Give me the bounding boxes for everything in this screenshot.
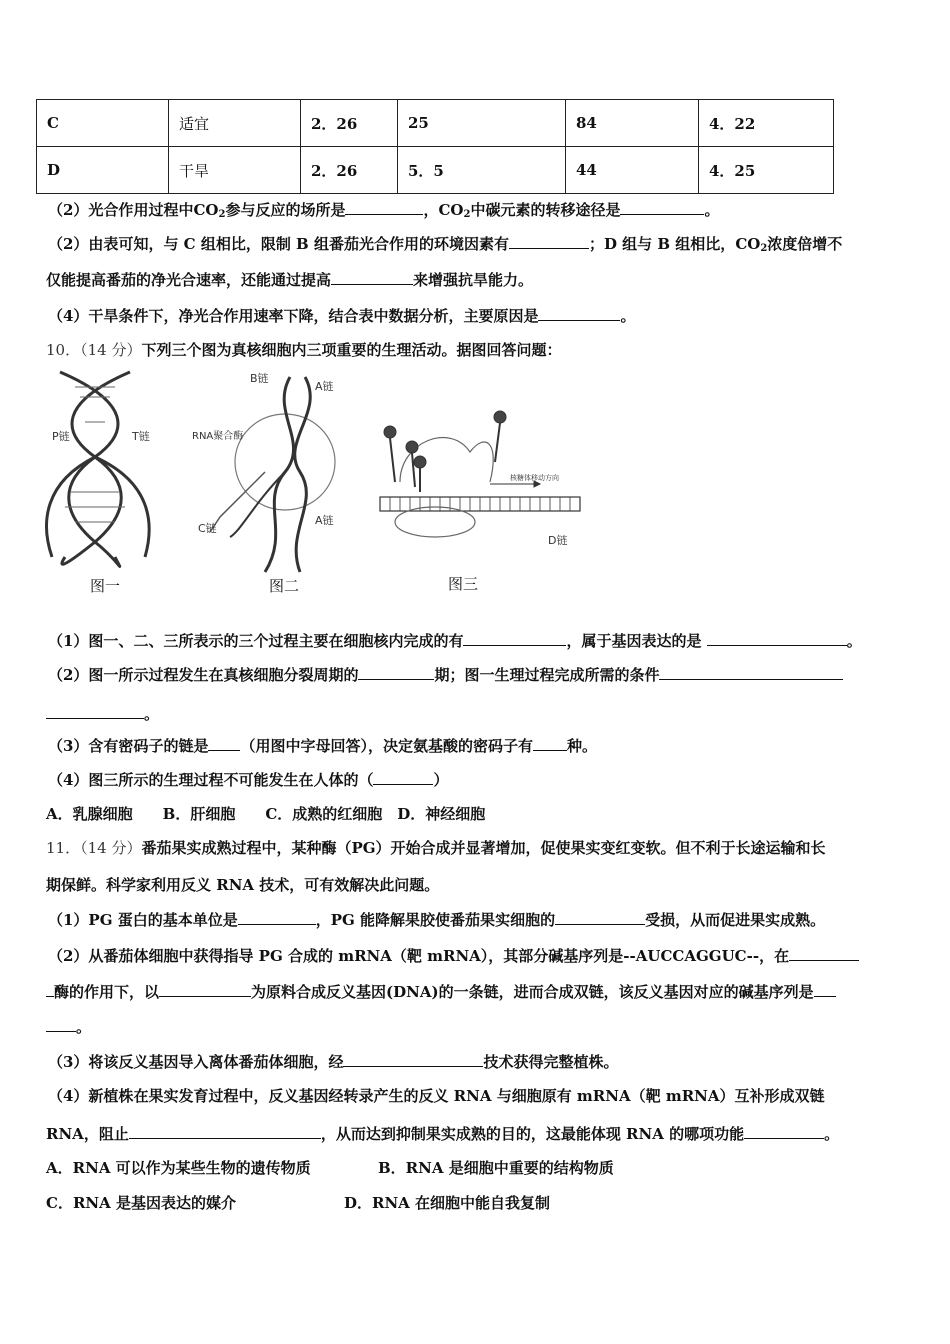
answer-blank[interactable] bbox=[159, 981, 251, 997]
text: 种。 bbox=[566, 737, 597, 755]
text: ） bbox=[433, 771, 449, 789]
table-cell: 44 bbox=[566, 147, 699, 194]
q11-part2-line3 bbox=[46, 1016, 91, 1037]
text: ，属于基因表达的是 bbox=[566, 632, 707, 650]
table-row bbox=[37, 147, 834, 194]
q9-part4 bbox=[48, 305, 635, 326]
figure1-dna-helix bbox=[47, 372, 150, 566]
text: （1）PG 蛋白的基本单位是 bbox=[48, 911, 238, 929]
text: RNA，阻止 bbox=[46, 1125, 129, 1143]
table-cell: 4．25 bbox=[699, 147, 834, 194]
text: ，从而达到抑制果实成熟的目的，这最能体现 RNA 的哪项功能 bbox=[320, 1125, 745, 1143]
q10-part2 bbox=[48, 664, 843, 685]
text: 期保鲜。科学家利用反义 RNA 技术，可有效解决此问题。 bbox=[46, 876, 440, 894]
figure-label: 图二 bbox=[269, 577, 300, 595]
text: CO bbox=[193, 201, 219, 219]
answer-blank[interactable] bbox=[659, 664, 843, 680]
table-cell: 干旱 bbox=[169, 147, 301, 194]
text: （4）图三所示的生理过程不可能发生在人体的（ bbox=[48, 771, 374, 789]
q11-stem-line1 bbox=[46, 838, 826, 858]
table-cell: 5．5 bbox=[398, 147, 566, 194]
text: 。 bbox=[76, 1018, 92, 1036]
q10-part1 bbox=[48, 630, 862, 651]
text: （3）含有密码子的链是 bbox=[48, 737, 209, 755]
answer-blank[interactable] bbox=[46, 981, 54, 997]
answer-blank[interactable] bbox=[208, 735, 240, 751]
q11-part1 bbox=[48, 909, 825, 930]
q9-part2a: （2）光合作用过程中$CO_2$参与反应的场所是 ，$CO_2$中碳元素的转移途径是 。 bbox=[48, 201, 720, 220]
answer-option: A．RNA 可以作为某些生物的遗传物质 bbox=[46, 1159, 311, 1177]
answer-option: C．RNA 是基因表达的媒介 bbox=[46, 1194, 236, 1212]
answer-options: A．乳腺细胞 B．肝细胞 C．成熟的红细胞 D．神经细胞 bbox=[46, 805, 486, 823]
q11-part2-line1 bbox=[48, 945, 859, 966]
q11-part4-line1 bbox=[48, 1086, 825, 1106]
text: （4）干旱条件下，净光合作用速率下降，结合表中数据分析，主要原因是 bbox=[48, 307, 539, 325]
answer-blank[interactable] bbox=[463, 630, 566, 646]
answer-blank[interactable] bbox=[46, 1016, 76, 1032]
text: 参与反应的场所是 bbox=[225, 201, 346, 219]
q11-options-row2 bbox=[46, 1193, 236, 1213]
figure-text: C链 bbox=[198, 522, 217, 535]
text: 受损，从而促进果实成熟。 bbox=[645, 911, 826, 929]
figure-text: RNA聚合酶 bbox=[192, 431, 244, 442]
q11-part4-line2 bbox=[46, 1123, 839, 1144]
answer-blank[interactable] bbox=[129, 1123, 321, 1139]
q10-options bbox=[46, 804, 485, 824]
figure-text: 核糖体移动方向 bbox=[510, 474, 559, 482]
text: 。 bbox=[846, 632, 862, 650]
text: （用图中字母回答），决定氨基酸的密码子有 bbox=[240, 737, 533, 755]
text: 为原料合成反义基因(DNA)的一条链，进而合成双链，该反义基因对应的碱基序列是 bbox=[251, 983, 814, 1001]
answer-option: B．RNA 是细胞中重要的结构物质 bbox=[378, 1159, 614, 1177]
text: 浓度倍增不 bbox=[767, 235, 843, 253]
answer-blank[interactable] bbox=[358, 664, 434, 680]
text: ， bbox=[423, 201, 439, 219]
text: （1）图一、二、三所表示的三个过程主要在细胞核内完成的有 bbox=[48, 632, 464, 650]
answer-blank[interactable] bbox=[343, 1051, 483, 1067]
text: CO bbox=[735, 235, 761, 253]
table-cell: 2．26 bbox=[301, 100, 398, 147]
answer-blank[interactable] bbox=[814, 981, 836, 997]
q11-stem-line2 bbox=[46, 875, 439, 895]
biology-diagram bbox=[40, 362, 600, 607]
q11-part3 bbox=[48, 1051, 618, 1072]
table-cell: 25 bbox=[398, 100, 566, 147]
figure2-transcription bbox=[210, 377, 335, 572]
answer-blank[interactable] bbox=[46, 703, 144, 719]
q10-part4 bbox=[48, 769, 448, 790]
text: CO bbox=[438, 201, 464, 219]
text: 来增强抗旱能力。 bbox=[413, 271, 534, 289]
q9-part2b-line2 bbox=[46, 269, 533, 290]
text: 酶的作用下，以 bbox=[54, 983, 160, 1001]
q11-part2-line2 bbox=[46, 981, 836, 1002]
answer-blank[interactable] bbox=[331, 269, 413, 285]
q10-stem bbox=[46, 340, 561, 360]
answer-blank[interactable] bbox=[538, 305, 620, 321]
text: （2）图一所示过程发生在真核细胞分裂周期的 bbox=[48, 666, 359, 684]
text: （2）由表可知，与 C 组相比，限制 B 组番茄光合作用的环境因素有 bbox=[48, 235, 509, 253]
figure-label: 图三 bbox=[448, 575, 479, 593]
answer-blank[interactable] bbox=[509, 233, 589, 249]
text: 仅能提高番茄的净光合速率，还能通过提高 bbox=[46, 271, 332, 289]
text: 番茄果实成熟过程中，某种酶（PG）开始合成并显著增加，促使果实变红变软。但不利于长途运输和长 bbox=[141, 839, 826, 857]
figure-text: P链 bbox=[52, 430, 70, 443]
figure-label: 图一 bbox=[90, 577, 121, 595]
q10-part2-cont bbox=[46, 703, 159, 724]
table-cell: 2．26 bbox=[301, 147, 398, 194]
answer-blank[interactable] bbox=[789, 945, 859, 961]
figure-text: B链 bbox=[250, 372, 269, 385]
text: （2）光合作用过程中 bbox=[48, 201, 194, 219]
answer-blank[interactable] bbox=[744, 1123, 824, 1139]
table-cell: C bbox=[37, 100, 169, 147]
figure-text: A链 bbox=[315, 380, 334, 393]
q9-part2b-line1: （2）由表可知，与 C 组相比，限制 B 组番茄光合作用的环境因素有 ；D 组与 B 组相比，$CO_2$浓度倍增不 bbox=[48, 235, 843, 254]
table-row bbox=[37, 100, 834, 147]
table-cell: 4．22 bbox=[699, 100, 834, 147]
text: ，PG 能降解果胶使番茄果实细胞的 bbox=[315, 911, 556, 929]
answer-blank[interactable] bbox=[238, 909, 316, 925]
text: （3）将该反义基因导入离体番茄体细胞，经 bbox=[48, 1053, 344, 1071]
figure-text: D链 bbox=[548, 534, 568, 547]
q11-options-row1b bbox=[378, 1158, 614, 1178]
answer-blank[interactable] bbox=[373, 769, 433, 785]
answer-blank[interactable] bbox=[707, 630, 847, 646]
text: ；D 组与 B 组相比， bbox=[588, 235, 736, 253]
data-table bbox=[36, 99, 834, 194]
text: （4）新植株在果实发育过程中，反义基因经转录产生的反义 RNA 与细胞原有 mRNA（靶 mRNA）互补形成双链 bbox=[48, 1087, 825, 1105]
text: 期；图一生理过程完成所需的条件 bbox=[434, 666, 660, 684]
text: 下列三个图为真核细胞内三项重要的生理活动。据图回答问题： bbox=[141, 341, 562, 359]
figure-text: A链 bbox=[315, 514, 334, 527]
table-cell: 84 bbox=[566, 100, 699, 147]
text: 中碳元素的转移途径是 bbox=[470, 201, 621, 219]
text: 。 bbox=[824, 1125, 840, 1143]
q11-options-row2b bbox=[344, 1193, 550, 1213]
answer-blank[interactable] bbox=[620, 199, 704, 215]
q10-part3 bbox=[48, 735, 597, 756]
table-cell: D bbox=[37, 147, 169, 194]
answer-option: D．RNA 在细胞中能自我复制 bbox=[344, 1194, 551, 1212]
text: 技术获得完整植株。 bbox=[483, 1053, 619, 1071]
text: 。 bbox=[144, 705, 160, 723]
question-number: 11．（14 分） bbox=[46, 839, 142, 857]
text: （2）从番茄体细胞中获得指导 PG 合成的 mRNA（靶 mRNA），其部分碱基序列是--AUCCAGGUC--，在 bbox=[48, 947, 790, 965]
answer-blank[interactable] bbox=[533, 735, 567, 751]
table-cell: 适宜 bbox=[169, 100, 301, 147]
q11-options-row1 bbox=[46, 1158, 311, 1178]
text: 。 bbox=[620, 307, 636, 325]
answer-blank[interactable] bbox=[555, 909, 645, 925]
text: 。 bbox=[704, 201, 720, 219]
figure-text: T链 bbox=[132, 430, 150, 443]
q10-figures bbox=[40, 362, 600, 607]
question-number: 10．（14 分） bbox=[46, 341, 142, 359]
answer-blank[interactable] bbox=[345, 199, 423, 215]
